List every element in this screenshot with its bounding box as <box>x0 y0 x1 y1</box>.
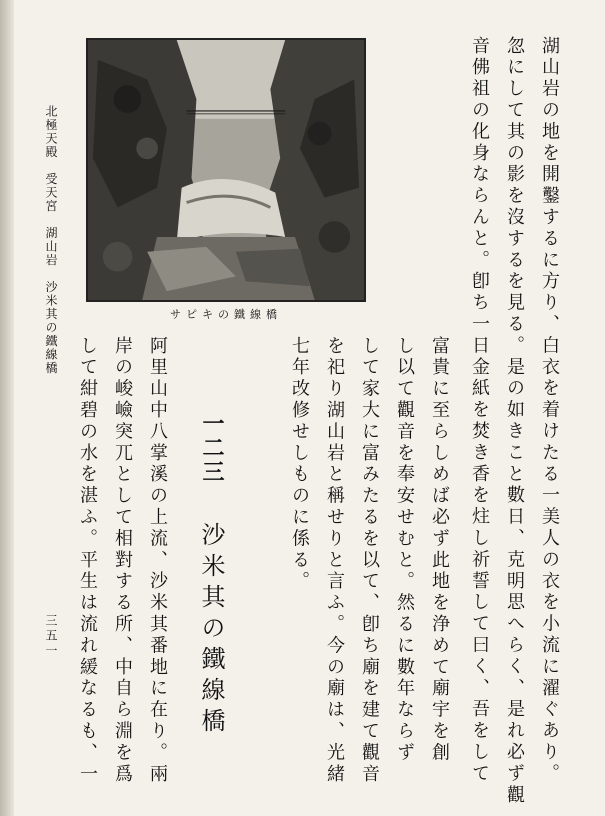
page-edge-shadow <box>0 0 14 816</box>
text-column: 忽にして其の影を沒するを見る。是の如きこと數日、克明思へらく、是れ必ず觀 <box>504 36 525 807</box>
text-column: 富貴に至らしめば必ず此地を浄めて廟宇を創 <box>429 336 450 764</box>
section-number: 一二三 <box>199 412 225 484</box>
text-column: 七年改修せしものに係る。 <box>289 336 310 593</box>
text-column: 湖山岩の地を開鑿するに方り、白衣を着けたる一美人の衣を小流に濯ぐあり。 <box>539 36 560 785</box>
running-head: 北極天殿 受天宮 湖山岩 沙米其の鐵線橋 <box>44 105 58 375</box>
text-column: を祀り湖山岩と稱せりと言ふ。今の廟は、光緒 <box>324 336 345 786</box>
text-column: 岸の峻嶮突兀として相對する所、中自ら淵を爲 <box>112 336 133 786</box>
text-column: 阿里山中八掌溪の上流、沙米其番地に在り。兩 <box>147 336 168 786</box>
figure-photo-steel-wire-bridge <box>86 38 366 302</box>
text-column: 音佛祖の化身ならんと。卽ち一日金紙を焚き香を炷し祈誓して曰く、吾をして <box>469 36 490 785</box>
text-column: し以て觀音を奉安せむと。然るに數年ならず <box>394 336 415 764</box>
text-column: して家大に富みたるを以て、卽ち廟を建て觀音 <box>359 336 380 786</box>
photo-illustration <box>88 40 364 300</box>
section-title: 沙米其の鐵線橋 <box>197 522 225 739</box>
page-number: 三五一 <box>44 614 58 659</box>
figure-caption: サピキの鐵線橋 <box>170 308 282 321</box>
text-column: して紺碧の水を湛ふ。平生は流れ緩なるも、一 <box>77 336 98 786</box>
